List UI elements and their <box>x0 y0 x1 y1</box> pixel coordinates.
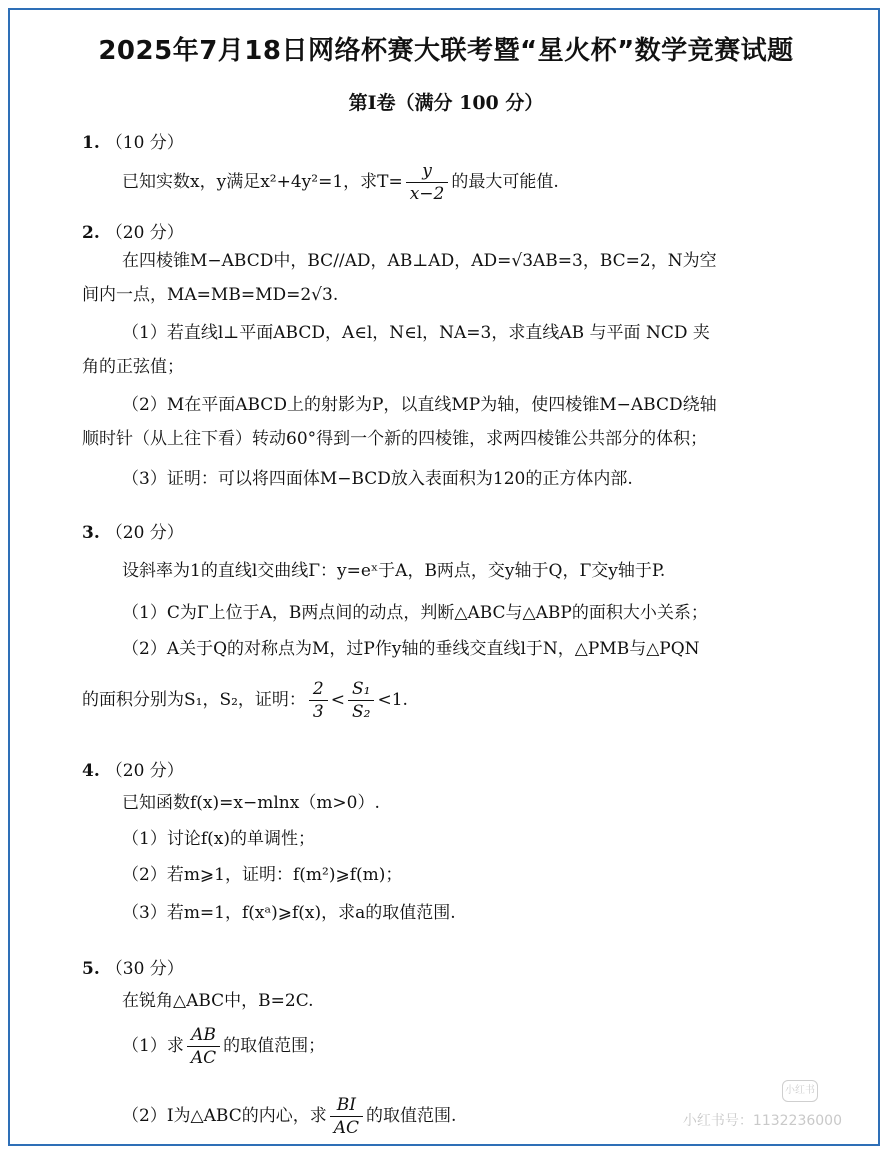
question-5-part-2: （2）I为△ABC的内心，求 $\frac{BI}{AC}$ 的取值范围. <box>122 1095 457 1138</box>
question-3-part-1: （1）C为Γ上位于A，B两点间的动点，判断△ABC与△ABP的面积大小关系； <box>122 603 708 623</box>
question-1-header <box>82 128 184 153</box>
question-5-part-1: （1）求 $\frac{AB}{AC}$ 的取值范围； <box>122 1025 326 1068</box>
question-2-part-1-cont: 角的正弦值； <box>82 357 184 377</box>
question-2-part-2-cont: 顺时针（从上往下看）转动60°得到一个新的四棱锥，求两四棱锥公共部分的体积； <box>82 429 708 449</box>
question-number: 1. <box>82 133 100 153</box>
question-1-text: 已知实数x，y满足x²+4y²=1，求T= $\frac{y}{x-2}$ 的最大可能值. <box>122 161 559 204</box>
watermark-logo: 小红书 <box>782 1080 818 1102</box>
question-2-part-1: （1）若直线l⊥平面ABCD，A∈l，N∈l，NA=3，求直线AB 与平面 NCD 夹 <box>122 323 710 343</box>
question-5-line-1: 在锐角△ABC中，B=2C. <box>122 991 314 1011</box>
fraction: $\frac{2}{3}$ <box>309 678 328 723</box>
question-points: （10 分） <box>105 133 184 153</box>
fraction: $\frac{BI}{AC}$ <box>330 1094 363 1139</box>
question-4-part-1: （1）讨论f(x)的单调性； <box>122 829 315 849</box>
question-3-line-1: 设斜率为1的直线l交曲线Γ：y=eˣ于A，B两点，交y轴于Q，Γ交y轴于P. <box>122 561 666 581</box>
question-points: （20 分） <box>105 761 184 781</box>
question-4-part-2: （2）若m⩾1，证明：f(m²)⩾f(m)； <box>122 865 403 885</box>
exam-subtitle: 第Ⅰ卷（满分 100 分） <box>348 92 544 114</box>
question-5-header <box>82 954 184 979</box>
question-3-part-2-cont: 的面积分别为S₁，S₂，证明： $\frac{2}{3}$ < $\frac{\text{S₁}}{\text{S₂}}$ <1. <box>82 679 408 722</box>
question-2-line-2: 间内一点，MA=MB=MD=2√3. <box>82 285 339 305</box>
question-2-header <box>82 218 184 243</box>
question-4-header <box>82 756 184 781</box>
question-points: （20 分） <box>105 523 184 543</box>
fraction: $\frac{AB}{AC}$ <box>187 1024 220 1069</box>
question-2-line-1: 在四棱锥M−ABCD中，BC//AD，AB⊥AD，AD=√3AB=3，BC=2，N为空 <box>122 251 717 271</box>
fraction: $\frac{\text{S₁}}{\text{S₂}}$ <box>348 678 374 723</box>
fraction: $\frac{y}{x-2}$ <box>406 160 449 205</box>
exam-page <box>8 8 880 1146</box>
question-number: 5. <box>82 959 100 979</box>
question-4-part-3: （3）若m=1，f(xᵃ)⩾f(x)，求a的取值范围. <box>122 903 456 923</box>
question-2-part-3: （3）证明：可以将四面体M−BCD放入表面积为120的正方体内部. <box>122 469 633 489</box>
exam-title: 2025年7月18日网络杯赛大联考暨“星火杯”数学竞赛试题 <box>98 36 794 66</box>
question-number: 4. <box>82 761 100 781</box>
question-3-header <box>82 518 184 543</box>
question-points: （20 分） <box>105 223 184 243</box>
question-4-line-1: 已知函数f(x)=x−mlnx（m>0）. <box>122 793 380 813</box>
question-points: （30 分） <box>105 959 184 979</box>
question-number: 2. <box>82 223 100 243</box>
question-3-part-2: （2）A关于Q的对称点为M，过P作y轴的垂线交直线l于N，△PMB与△PQN <box>122 639 700 659</box>
watermark-text: 小红书号：1132236000 <box>682 1113 842 1129</box>
question-2-part-2: （2）M在平面ABCD上的射影为P，以直线MP为轴，使四棱锥M−ABCD绕轴 <box>122 395 717 415</box>
question-number: 3. <box>82 523 100 543</box>
